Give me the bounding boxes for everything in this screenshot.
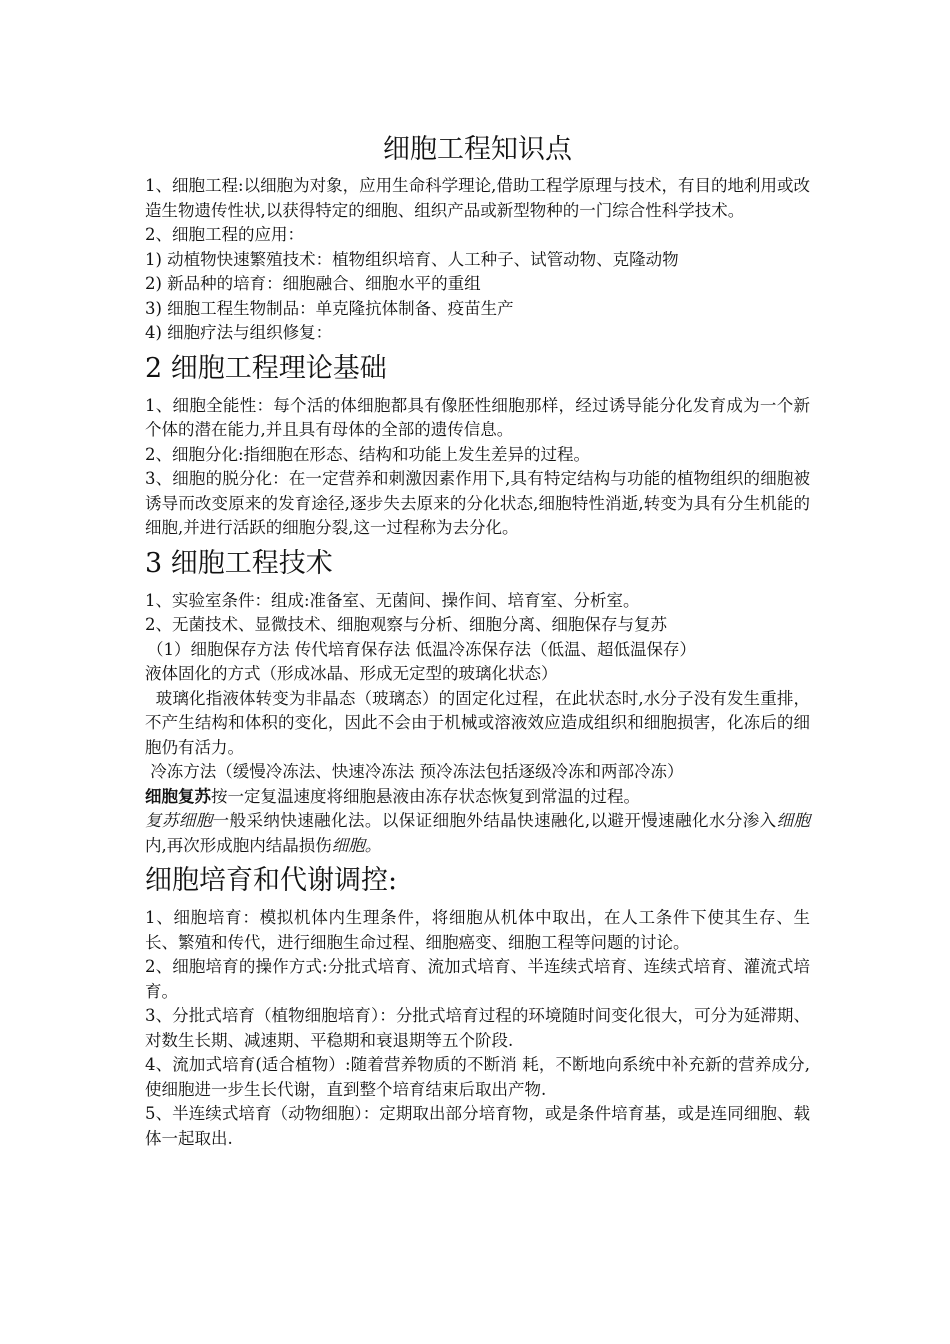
paragraph-cell-culture: 1、细胞培育：模拟机体内生理条件，将细胞从机体中取出，在人工条件下使其生存、生长、繁殖和传代，进行细胞生命过程、细胞癌变、细胞工程等问题的讨论。 [145, 908, 810, 952]
paragraph-differentiation: 2、细胞分化:指细胞在形态、结构和功能上发生差异的过程。 [145, 444, 591, 464]
section-culture [145, 860, 810, 1151]
paragraph-lab-conditions: 1、实验室条件：组成:准备室、无菌间、操作间、培育室、分析室。 [145, 590, 640, 610]
section-techniques [145, 543, 810, 859]
paragraph-vitrification: 玻璃化指液体转变为非晶态（玻璃态）的固定化过程，在此状态时,水分子没有发生重排，不产生结构和体积的变化，因此不会由于机械或溶液效应造成组织和细胞损害，化冻后的细胞仍有活力。 [145, 688, 810, 757]
term-recovered-cells: 复苏细胞 [145, 811, 213, 830]
paragraph-preservation: （1）细胞保存方法 传代培育保存法 低温冷冻保存法（低温、超低温保存） [147, 639, 696, 659]
section-heading-culture: 细胞培育和代谢调控: [145, 865, 398, 896]
paragraph-dedifferentiation: 3、细胞的脱分化：在一定营养和刺激因素作用下,具有特定结构与功能的植物组织的细胞被诱导而改变原来的发育途径,逐步失去原来的分化状态,细胞特性消逝,转变为具有分生机能的细胞,并进行活跃的细胞分裂,这一过程称为去分化。 [145, 469, 810, 537]
paragraph-culture-modes: 2、细胞培育的操作方式:分批式培育、流加式培育、半连续式培育、连续式培育、灌流式培育。 [145, 957, 810, 1001]
text-recovery: 按一定复温速度将细胞悬液由冻存状态恢复到常温的过程。 [211, 786, 640, 806]
paragraph-aseptic: 2、无菌技术、显微技术、细胞观察与分析、细胞分离、细胞保存与复苏 [145, 615, 667, 634]
document-title: 细胞工程知识点 [383, 134, 572, 165]
document-page [145, 128, 810, 1151]
paragraph-freezing: 冷冻方法（缓慢冷冻法、快速冷冻法 预冷冻法包括逐级冷冻和两部冷冻） [145, 762, 684, 781]
paragraph-solidification: 液体固化的方式（形成冰晶、形成无定型的玻璃化状态） [145, 664, 558, 683]
term-recovery: 细胞复苏 [145, 786, 211, 806]
paragraph-applications: 2、细胞工程的应用： [145, 225, 304, 244]
list-item-4: 4) 细胞疗法与组织修复： [145, 323, 333, 342]
paragraph-batch-culture: 3、分批式培育（植物细胞培育）：分批式培育过程的环境随时间变化很大，可分为延滞期、对数生长期、减速期、平稳期和衰退期等五个阶段. [145, 1006, 810, 1050]
term-cells: 细胞 [776, 811, 811, 830]
paragraph-recovery [145, 785, 810, 810]
paragraph-fed-batch: 4、流加式培育(适合植物）:随着营养物质的不断消 耗，不断地向系统中补充新的营养成分,使细胞进一步生长代谢，直到整个培育结束后取出产物. [145, 1055, 810, 1099]
section-heading-theory: 2 细胞工程理论基础 [145, 352, 387, 384]
paragraph-thawing [145, 809, 810, 858]
list-item-3: 3) 细胞工程生物制品：单克隆抗体制备、疫苗生产 [145, 298, 514, 318]
section-theory [145, 348, 810, 541]
section-heading-techniques: 3 细胞工程技术 [145, 547, 333, 579]
list-item-1: 1) 动植物快速繁殖技术：植物组织培育、人工种子、试管动物、克隆动物 [145, 249, 679, 269]
paragraph-definition: 1、细胞工程:以细胞为对象，应用生命科学理论,借助工程学原理与技术，有目的地利用或改造生物遗传性状,以获得特定的细胞、组织产品或新型物种的一门综合性科学技术。 [145, 176, 810, 220]
paragraph-totipotency: 1、细胞全能性：每个活的体细胞都具有像胚性细胞那样，经过诱导能分化发育成为一个新个体的潜在能力,并且具有母体的全部的遗传信息。 [145, 395, 810, 439]
list-item-2: 2) 新品种的培育：细胞融合、细胞水平的重组 [145, 274, 481, 293]
text-thawing-1: 一般采纳快速融化法。以保证细胞外结晶快速融化,以避开慢速融化水分渗入 [212, 811, 777, 830]
section-intro [145, 174, 810, 346]
text-thawing-2: 内,再次形成胞内结晶损伤 [145, 835, 332, 855]
paragraph-semi-continuous: 5、半连续式培育（动物细胞）：定期取出部分培育物，或是条件培育基，或是连同细胞、载体一起取出. [145, 1104, 810, 1148]
term-cells-end: 细胞。 [331, 835, 382, 855]
